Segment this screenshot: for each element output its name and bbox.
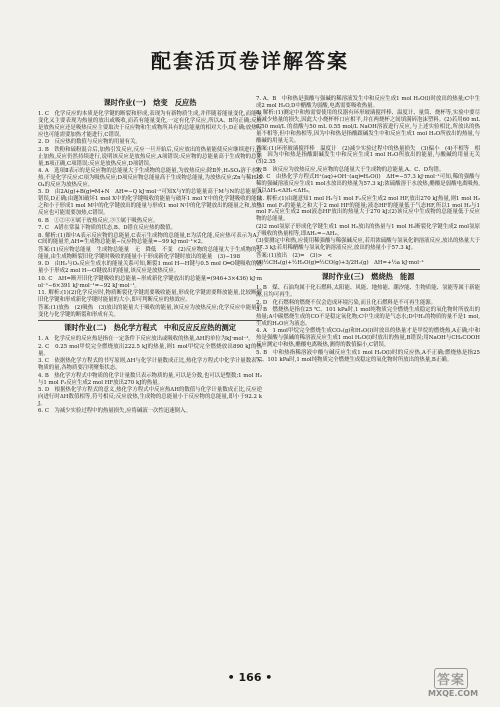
answer-paragraph: 1. C 化学反应的本质是化学键的断裂和形成,表现为有新物质生成,并伴随着能量变化,而能量变化又主要表现为热量的放出或吸收,而若有能量变化,一定有化学反应,所以A、B均正确;反应是放热反应还是吸热反应主要取决于反应物和生成物所具有的总能量的相对大小,D正确;放热反应也可能需要加热才能进行,C错误。: [38, 111, 262, 138]
section-heading: 课时作业(三) 燃烧热 能源: [321, 272, 415, 282]
section-heading: 课时作业(一) 焓变 反应热: [103, 98, 197, 107]
section-divider: [256, 269, 480, 270]
section-heading: 课时作业(二) 热化学方程式 中和反应反应热的测定: [64, 323, 236, 333]
answer-paragraph: 3. B 燃烧热是指在25 ℃、101 kPa时,1 mol纯物质完全燃烧生成稳定的氧化物时所放出的热量;A中碳燃烧生成的CO不是稳定氧化物;C中生成的是气态水;D中H₂的物质的量不是1 mol,生成的H₂O应为液态。: [256, 307, 480, 327]
answer-paragraph: 11. 解析:(1)(2)化学反应时,物质断裂化学键需要吸收能量,形成化学键需要释放能量,比较断裂旧化学键和形成新化学键时能量的大小,即可判断反应的热效应。: [38, 290, 262, 304]
answer-paragraph: 9. B 该反应为放热反应,反应物的总能量大于生成物的总能量,A、C、D均错。: [256, 166, 445, 173]
answer-paragraph: 答案:(1)放出 (2)= (3)> <: [256, 252, 333, 259]
answer-paragraph: 10. C 由热化学方程式H⁺(aq)+OH⁻(aq)═H₂O(l) ΔH=−57.3 kJ·mol⁻¹可知,稀的强酸与稀的强碱溶液反应生成1 mol水放出的热量为57.3 kJ;浓硫酸溶于水放热,醋酸是弱酸电离吸热,所以ΔH₂<ΔH₁<ΔH₃。: [256, 174, 480, 195]
answer-paragraph: (4)½CH₄(g)+½H₂O(g)═½CO(g)+3/2H₂(g) ΔH=+½a kJ·mol⁻¹: [256, 260, 424, 267]
answer-paragraph: 答案:(1)反应物总能量 生成物总能量 无 降低 不变 (2)反应物的总能量大于生成物的总能量,由生成物断裂旧化学键时吸收的能量小于形成新化学键时放出的能量 (3)−198: [38, 246, 262, 260]
answer-paragraph: 3. C 依据热化学方程式的书写原则,ΔH与化学计量数成正比,热化学方程式中化学计量数表示物质的量,各物质要注明聚集状态。: [38, 358, 262, 372]
page-title: 配套活页卷详解答案: [151, 49, 349, 73]
page-number: • 166 •: [227, 671, 273, 684]
answer-paragraph: 6. C 为减少实验过程中的热量损失,应将碱液一次性迅速倒入。: [38, 408, 191, 415]
answer-paragraph: 答案:(1)放热 (2)吸热 (3)放出的能量大于吸收的能量,该反应为放热反应;化学反应中能量的变化与化学键的断裂和形成有关。: [38, 304, 262, 318]
answer-paragraph: 10. C ΔH=断开旧化学键吸收的总能量−形成新化学键放出的总能量=(946+3×436) kJ·mol⁻¹−6×391 kJ·mol⁻¹=−92 kJ·mol⁻¹。: [38, 275, 262, 289]
answer-paragraph: 2. C 0.25 mol甲烷完全燃烧放出222.5 kJ的热量,则1 mol甲烷完全燃烧放出890 kJ的热量。: [38, 343, 262, 357]
answer-paragraph: 5. B 中和热指稀溶液中酸与碱反应生成1 mol H₂O(l)时的反应热,A不正确;燃烧热是指25 ℃、101 kPa时,1 mol纯物质完全燃烧生成稳定的氧化物时所放出的热量,B正确。: [256, 349, 480, 363]
answer-paragraph: 4. B 热化学方程式中物质的化学计量数只表示物质的量,可以是分数,也可以是整数;1 mol H₂与1 mol F₂反应生成2 mol HF放出270 kJ的热量。: [38, 372, 262, 386]
answer-paragraph: 4. A 选项Ⅱ表示的是反应物的总能量大于生成物的总能量,为放热反应;除Ⅱ外,H₂SO₄溶于水放热,不是化学反应;C项为吸热反应;D项反应物总能量高于生成物总能量,为放热反应;Zn与稀H₂SO₄的反应为放热反应。: [38, 168, 262, 188]
answer-paragraph: 答案:(1)环形玻璃搅拌棒 温度计 (2)减少实验过程中的热量损失 (3)偏小 (4)不相等 相等 因为中和热是指酸跟碱发生中和反应生成1 mol H₂O所放出的能量,与酸碱的用量无关 (5)2.35: [256, 145, 486, 166]
watermark-text: 答案: [434, 668, 468, 689]
section-divider: [38, 320, 262, 321]
answer-paragraph: (3)要测定中和热,应使用稀强酸与稀强碱反应,若用浓硫酸与氢氧化钠溶液反应,放出的热量大于57.3 kJ;若用稀醋酸与氢氧化钠溶液反应,放出的热量小于57.3 kJ。: [256, 238, 480, 252]
answer-paragraph: 11. 解析:(1)由题意知1 mol H₂与1 mol F₂反应生成2 mol HF,放出270 kJ热量,则1 mol H₂与1 mol F₂的能量之和大于2 mol HF的能量;液态HF的能量低于气态HF,所以1 mol H₂与1 mol F₂反应生成2 mol液态HF放出的热量大于270 kJ;(2)该反应中生成物的总能量低于反应物的总能量。: [256, 195, 480, 223]
answer-paragraph: 4. A 1 mol甲烷完全燃烧生成CO₂(g)和H₂O(l)时放出的热量才是甲烷的燃烧热,A正确;中和热是强酸与强碱的稀溶液反应生成1 mol H₂O(l)时放出的热量,B错误;用NaOH与CH₃COOH反应测定中和热,醋酸电离吸热,测得的数值偏小,C错误。: [256, 328, 480, 349]
answer-paragraph: 8. 解析:(1)图中A表示反应物的总能量,C表示生成物的总能量,E为活化能,反应热可表示为A、C间的能量差,ΔH=生成物总能量−反应物总能量=−99 kJ·mol⁻¹×2。: [38, 232, 262, 246]
answer-paragraph: 8. 解析:(1)测定中和热需要使用的仪器有环形玻璃搅拌棒、温度计、量筒、烧杯等,实验中要尽量减少热量的损失,因此大小烧杯杯口应相平,并在两烧杯之间填满碎泡沫塑料。(2)若用60 mL 0.50 mol/L 的盐酸与50 mL 0.55 mol/L NaOH溶液进行反应,与上述实验相比,所放出的热量不相等,但中和热相等,因为中和热是指酸跟碱发生中和反应生成1 mol H₂O所放出的热量,与酸碱的用量无关。: [256, 110, 480, 145]
answer-paragraph: 1. A 化学反应的反应热是指在一定条件下反应放出或吸收的热量,ΔH的单位为kJ·mol⁻¹。: [38, 336, 254, 343]
answer-paragraph: 7. A、B 中和热是强酸与强碱的稀溶液发生中和反应生成1 mol H₂O(l)时放出的热量;C中生成2 mol H₂O,D中醋酸为弱酸,电离需要吸收热量。: [256, 96, 480, 109]
answer-paragraph: 7. C A错在常温下物质的状态,B、D错在反应热的数值。: [38, 225, 177, 232]
answer-paragraph: 6. B ①②④⑥属于放热反应,③⑤属于吸热反应。: [38, 217, 159, 224]
answer-paragraph: 2. D 反应热的数值与反应物的用量有关。: [38, 139, 141, 146]
left-answer-column: [38, 96, 262, 416]
answer-paragraph: 3. B 铁粉和硫粉混合后,加热引发反应,反应一旦开始后,反应放出的热量能使反应继续进行,停止加热,反应仍然持续进行,说明该反应是放热反应,A项错误;反应物的总能量高于生成物的总能量,B项正确,C项错误;反应是放热反应,D项错误。: [38, 146, 262, 167]
watermark-domain: MXQE.COM: [428, 689, 479, 698]
watermark-logo: [428, 668, 494, 702]
answer-paragraph: 9. D 由H₂与O₂反应生成水的能量关系可知,断裂1 mol H—H键与0.5 mol O═O键吸收的能量小于形成2 mol H—O键放出的能量,该反应是放热反应。: [38, 261, 262, 275]
answer-paragraph: 5. D 根据热化学方程式的意义,热化学方程式中反应热ΔH的数值与化学计量数成正比,反应逆向进行时ΔH数值相等,符号相反;反应放热,生成物的总能量小于反应物的总能量,即小于92.2 kJ。: [38, 387, 262, 407]
answer-paragraph: 5. D 由2A(g)+B(g)═M+N ΔH=−Q kJ·mol⁻¹可知X与Y的总能量高于M与N的总能量,A错误,D正确;由题知破坏1 mol X中的化学键吸收的能量与破坏1 mol Y中的化学键吸收的能量之和小于形成1 mol M中的化学键放出的能量与形成1 mol N中的化学键放出的能量之和,放热反应也可能需要加热,C错误。: [38, 189, 262, 217]
answer-paragraph: 1. B 煤、石油均属于化石燃料,太阳能、风能、地热能、潮汐能、生物质能、氢能等属于新能源,且均可再生。: [256, 285, 480, 298]
right-answer-column: [256, 96, 486, 364]
answer-paragraph: (2)2 mol氢原子形成化学键生成1 mol H₂放出的热量与1 mol H₂断裂化学键生成2 mol氢原子吸收的热量相等,即ΔH₁=−ΔH₂。: [256, 223, 480, 237]
answer-paragraph: 2. D 化石燃料的燃烧不仅会造成环境污染,而且化石燃料是不可再生能源。: [256, 299, 437, 306]
